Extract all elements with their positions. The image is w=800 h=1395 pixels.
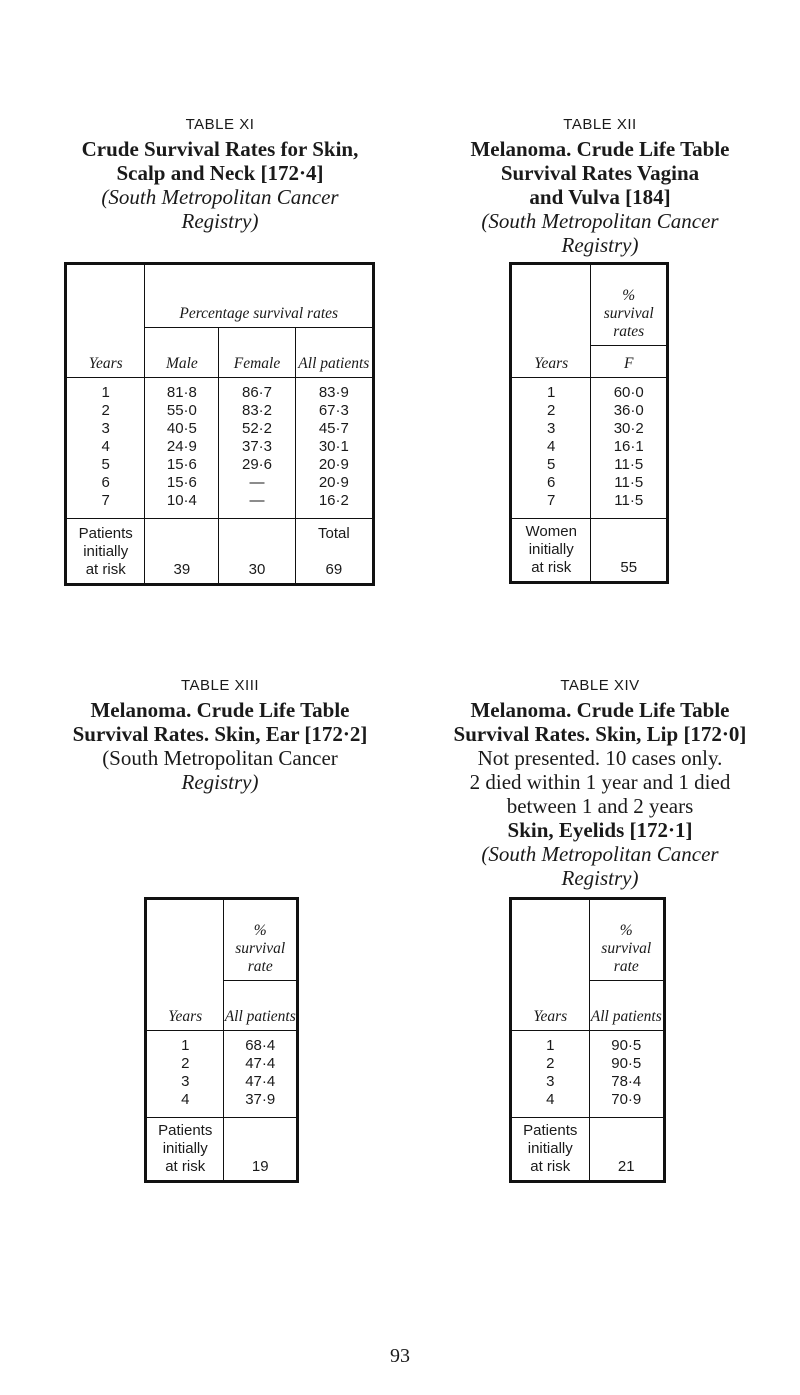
table-footer-row: Patients initially at risk 39 30 Total 69 [66, 519, 374, 585]
foot-label: Women initially at risk [511, 519, 591, 583]
table-row: 4 24·9 37·3 30·1 [66, 438, 374, 456]
table-14 [509, 897, 666, 1183]
table-row: 2 36·0 [511, 402, 668, 420]
table-row: 6 11·5 [511, 474, 668, 492]
group-header: % survival rate [589, 899, 664, 981]
table-row: 5 11·5 [511, 456, 668, 474]
table-label: TABLE XIII [180, 677, 260, 694]
table-label: TABLE XI [185, 116, 255, 133]
foot-label: Patients initially at risk [146, 1118, 224, 1182]
table-title: Skin, Eyelids [172·1] [507, 818, 693, 842]
table-row: 2 47·4 [146, 1055, 298, 1073]
table-title: Survival Rates. Skin, Lip [172·0] [453, 722, 747, 746]
table-source: Registry) [181, 770, 259, 794]
table-footer-row: Patients initially at risk 21 [511, 1118, 665, 1182]
table-note: between 1 and 2 years [506, 794, 694, 818]
col-header-years: Years [511, 899, 590, 1031]
table-title: Melanoma. Crude Life Table [470, 698, 730, 722]
table-label: TABLE XIV [560, 677, 640, 694]
table-row: 1 60·0 [511, 378, 668, 403]
table-11 [64, 262, 375, 586]
table-title: Crude Survival Rates for Skin, [81, 137, 359, 161]
table-title: Scalp and Neck [172·4] [116, 161, 324, 185]
table-row: 2 55·0 83·2 67·3 [66, 402, 374, 420]
table-row: 1 81·8 86·7 83·9 [66, 378, 374, 403]
col-header-years: Years [511, 264, 591, 378]
table-footer-row: Patients initially at risk 19 [146, 1118, 298, 1182]
table-row: 3 40·5 52·2 45·7 [66, 420, 374, 438]
table-source: (South Metropolitan Cancer [481, 842, 719, 866]
table-13 [144, 897, 299, 1183]
col-header-all-patients: All patients [295, 328, 373, 378]
table-row: 1 90·5 [511, 1031, 665, 1056]
table-row: 1 68·4 [146, 1031, 298, 1056]
table-row: 2 90·5 [511, 1055, 665, 1073]
table-row: 7 11·5 [511, 492, 668, 519]
table-row: 3 47·4 [146, 1073, 298, 1091]
table-row: 6 15·6 — 20·9 [66, 474, 374, 492]
table-row: 4 37·9 [146, 1091, 298, 1118]
table-row: 4 70·9 [511, 1091, 665, 1118]
table-source: Registry) [181, 209, 259, 233]
table-source: Registry) [561, 233, 639, 257]
table-title: Survival Rates Vagina [500, 161, 700, 185]
table-footer-row: Women initially at risk 55 [511, 519, 668, 583]
foot-label: Patients initially at risk [66, 519, 145, 585]
foot-total-label: Total [317, 525, 350, 542]
col-header-all-patients: All patients [224, 981, 298, 1031]
table-source: (South Metropolitan Cancer [481, 209, 719, 233]
col-header-male: Male [145, 328, 219, 378]
foot-label: Patients initially at risk [511, 1118, 590, 1182]
col-header-all-patients: All patients [589, 981, 664, 1031]
table-title: Melanoma. Crude Life Table [90, 698, 350, 722]
table-source: Registry) [561, 866, 639, 890]
table-note: 2 died within 1 year and 1 died [469, 770, 731, 794]
col-header-f: F [591, 346, 668, 378]
table-row: 4 16·1 [511, 438, 668, 456]
page-number: 93 [390, 1345, 410, 1367]
table-13-caption [40, 677, 400, 794]
table-12 [509, 262, 669, 584]
table-11-caption [40, 116, 400, 233]
table-source: (South Metropolitan Cancer [101, 185, 339, 209]
table-title: Survival Rates. Skin, Ear [172·2] [72, 722, 368, 746]
table-title: and Vulva [184] [529, 185, 671, 209]
col-header-female: Female [219, 328, 295, 378]
group-header: % survival rate [224, 899, 298, 981]
table-row: 7 10·4 — 16·2 [66, 492, 374, 519]
col-header-years: Years [66, 264, 145, 378]
table-row: 3 30·2 [511, 420, 668, 438]
table-title: Melanoma. Crude Life Table [470, 137, 730, 161]
table-note: Not presented. 10 cases only. [477, 746, 723, 770]
table-row: 3 78·4 [511, 1073, 665, 1091]
table-14-caption [410, 677, 790, 890]
group-header: Percentage survival rates [145, 264, 374, 328]
table-source: (South Metropolitan Cancer [102, 746, 338, 770]
col-header-years: Years [146, 899, 224, 1031]
foot-total-value: 69 [325, 561, 343, 578]
group-header: % survival rates [591, 264, 668, 346]
table-12-caption [420, 116, 780, 257]
table-row: 5 15·6 29·6 20·9 [66, 456, 374, 474]
table-label: TABLE XII [563, 116, 637, 133]
